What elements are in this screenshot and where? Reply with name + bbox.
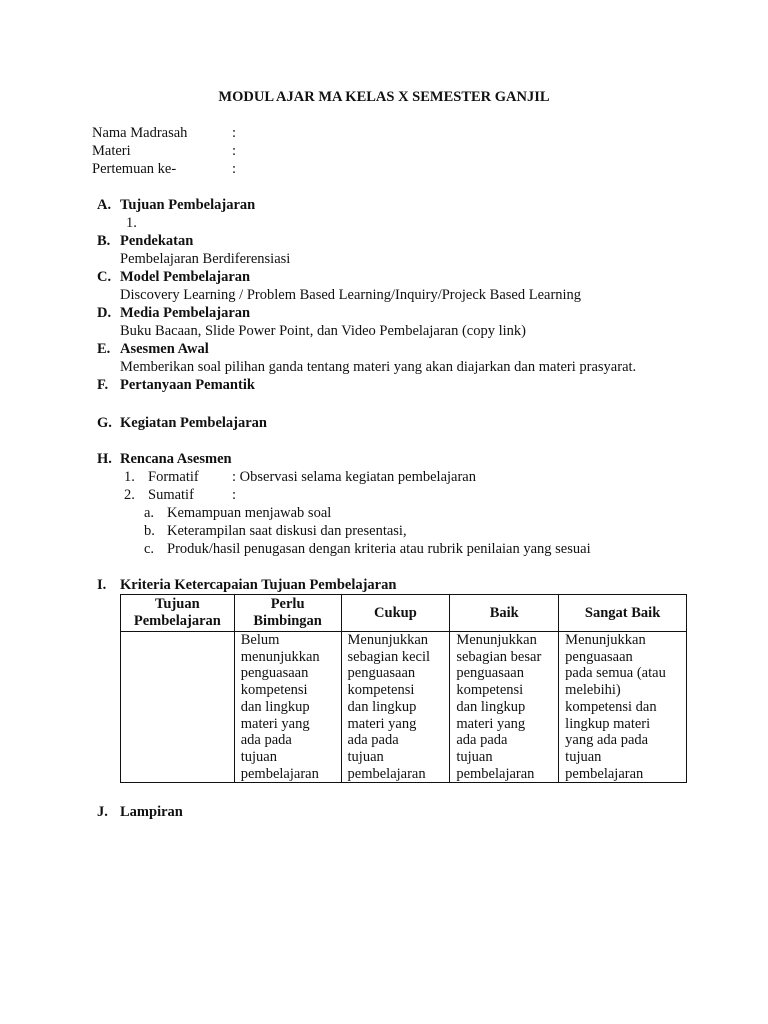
section-letter-h: H. — [97, 451, 112, 467]
section-heading-kriteria: Kriteria Ketercapaian Tujuan Pembelajaran — [120, 577, 397, 593]
sumatif-sub-letter-b: b. — [144, 523, 155, 539]
section-heading-pendekatan: Pendekatan — [120, 233, 194, 249]
section-letter-b: B. — [97, 233, 111, 249]
document-title: MODUL AJAR MA KELAS X SEMESTER GANJIL — [218, 89, 550, 105]
identity-label-pertemuan: Pertemuan ke- — [92, 161, 177, 177]
rencana-item-num-1: 1. — [124, 469, 135, 485]
cell-baik: Menunjukkan sebagian besar penguasaan kompetensi dan lingkup materi yang ada pada tujuan pembelajaran — [450, 632, 559, 783]
header-cukup: Cukup — [341, 595, 450, 632]
header-sangat-baik: Sangat Baik — [559, 595, 687, 632]
section-letter-a: A. — [97, 197, 112, 213]
section-letter-g: G. — [97, 415, 112, 431]
sumatif-sub-text-b: Keterampilan saat diskusi dan presentasi, — [167, 523, 407, 539]
section-heading-media: Media Pembelajaran — [120, 305, 251, 321]
cell-cukup: Menunjukkan sebagian kecil penguasaan kompetensi dan lingkup materi yang ada pada tujuan pembelajaran — [341, 632, 450, 783]
kriteria-table — [120, 594, 687, 783]
section-heading-asesmen-awal: Asesmen Awal — [120, 341, 209, 357]
table-row — [121, 632, 687, 783]
rencana-item-num-2: 2. — [124, 487, 135, 503]
section-heading-tujuan: Tujuan Pembelajaran — [120, 197, 256, 213]
cell-perlu-bimbingan: Belum menunjukkan penguasaan kompetensi dan lingkup materi yang ada pada tujuan pembelajaran — [234, 632, 341, 783]
section-letter-f: F. — [97, 377, 109, 393]
section-content-asesmen-awal: Memberikan soal pilihan ganda tentang materi yang akan diajarkan dan materi prasyarat. — [120, 359, 637, 375]
section-letter-i: I. — [97, 577, 107, 593]
section-heading-lampiran: Lampiran — [120, 804, 183, 820]
section-content-pendekatan: Pembelajaran Berdiferensiasi — [120, 251, 291, 267]
section-letter-e: E. — [97, 341, 111, 357]
section-content-model: Discovery Learning / Problem Based Learning/Inquiry/Projeck Based Learning — [120, 287, 582, 303]
section-letter-j: J. — [97, 804, 108, 820]
section-heading-model: Model Pembelajaran — [120, 269, 251, 285]
header-perlu-bimbingan: Perlu Bimbingan — [234, 595, 341, 632]
rencana-item-label-formatif: Formatif — [148, 469, 199, 485]
identity-colon-madrasah: : — [232, 125, 237, 141]
section-heading-rencana: Rencana Asesmen — [120, 451, 232, 467]
header-baik: Baik — [450, 595, 559, 632]
section-letter-d: D. — [97, 305, 112, 321]
sumatif-sub-letter-a: a. — [144, 505, 155, 521]
sumatif-sub-text-a: Kemampuan menjawab soal — [167, 505, 332, 521]
identity-colon-pertemuan: : — [232, 161, 237, 177]
rencana-item-value-sumatif: : — [232, 487, 237, 503]
section-heading-kegiatan: Kegiatan Pembelajaran — [120, 415, 267, 431]
identity-label-materi: Materi — [92, 143, 131, 159]
cell-tujuan-pembelajaran — [121, 632, 235, 783]
section-content-media: Buku Bacaan, Slide Power Point, dan Video Pembelajaran (copy link) — [120, 323, 526, 339]
rencana-item-value-formatif: : Observasi selama kegiatan pembelajaran — [232, 469, 476, 485]
identity-colon-materi: : — [232, 143, 237, 159]
section-heading-pertanyaan: Pertanyaan Pemantik — [120, 377, 255, 393]
tujuan-item-1: 1. — [126, 215, 137, 231]
rencana-item-label-sumatif: Sumatif — [148, 487, 194, 503]
sumatif-sub-letter-c: c. — [144, 541, 155, 557]
section-letter-c: C. — [97, 269, 112, 285]
header-tujuan-pembelajaran: Tujuan Pembelajaran — [121, 595, 235, 632]
sumatif-sub-text-c: Produk/hasil penugasan dengan kriteria atau rubrik penilaian yang sesuai — [167, 541, 591, 557]
kriteria-header-row — [121, 595, 687, 632]
identity-label-madrasah: Nama Madrasah — [92, 125, 188, 141]
cell-sangat-baik: Menunjukkan penguasaan pada semua (atau melebihi) kompetensi dan lingkup materi yang ada pada tujuan pembelajaran — [559, 632, 687, 783]
